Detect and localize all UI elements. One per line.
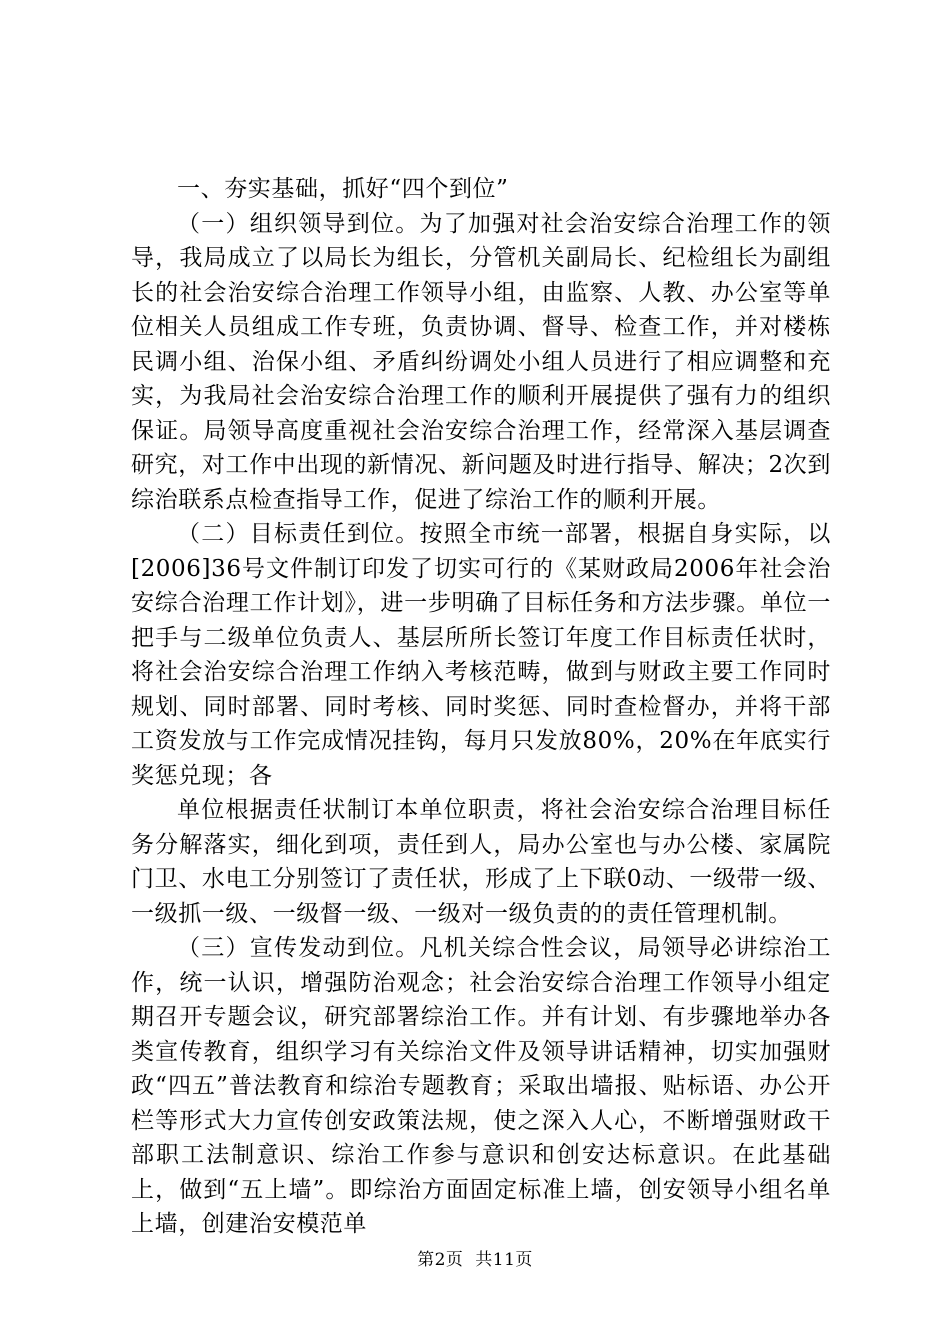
page-number: 第2页 [417,1250,464,1270]
page-total: 共11页 [475,1250,533,1270]
paragraph-publicity: （三）宣传发动到位。凡机关综合性会议，局领导必讲综治工作，统一认识，增强防治观念；社会治安综合治理工作领导小组定期召开专题会议，研究部署综治工作。并有计划、有步骤地举办各类宣传教育，组织学习有关综治文件及领导讲话精神，切实加强财政“四五”普法教育和综治专题教育；采取出墙报、贴标语、办公开栏等形式大力宣传创安政策法规，使之深入人心，不断增强财政干部职工法制意识、综治工作参与意识和创安达标意识。在此基础上，做到“五上墙”。即综治方面固定标准上墙，创安领导小组名单上墙，创建治安模范单 [131,935,831,1237]
document-body [131,172,831,1242]
paragraph-organization: （一）组织领导到位。为了加强对社会治安综合治理工作的领导，我局成立了以局长为组长，分管机关副局长、纪检组长为副组长的社会治安综合治理工作领导小组，由监察、人教、办公室等单位相关人员组成工作专班，负责协调、督导、检查工作，并对楼栋民调小组、治保小组、矛盾纠纷调处小组人员进行了相应调整和充实，为我局社会治安综合治理工作的顺利开展提供了强有力的组织保证。局领导高度重视社会治安综合治理工作，经常深入基层调查研究，对工作中出现的新情况、新问题及时进行指导、解决；2次到综治联系点检查指导工作，促进了综治工作的顺利开展。 [131,210,831,513]
page-footer [0,1245,950,1270]
paragraph-responsibility: （二）目标责任到位。按照全市统一部署，根据自身实际，以[2006]36号文件制订印发了切实可行的《某财政局2006年社会治安综合治理工作计划》，进一步明确了目标任务和方法步骤。单位一把手与二级单位负责人、基层所所长签订年度工作目标责任状时，将社会治安综合治理工作纳入考核范畴，做到与财政主要工作同时规划、同时部署、同时考核、同时奖惩、同时查检督办，并将干部工资发放与工作完成情况挂钩，每月只发放80%，20%在年底实行奖惩兑现；各 [131,521,831,789]
section-heading: 一、夯实基础，抓好“四个到位” [177,176,509,202]
paragraph-unit-duties: 单位根据责任状制订本单位职责，将社会治安综合治理目标任务分解落实，细化到项，责任到人，局办公室也与办公楼、家属院门卫、水电工分别签订了责任状，形成了上下联0动、一级带一级、一级抓一级、一级督一级、一级对一级负责的的责任管理机制。 [131,797,831,927]
